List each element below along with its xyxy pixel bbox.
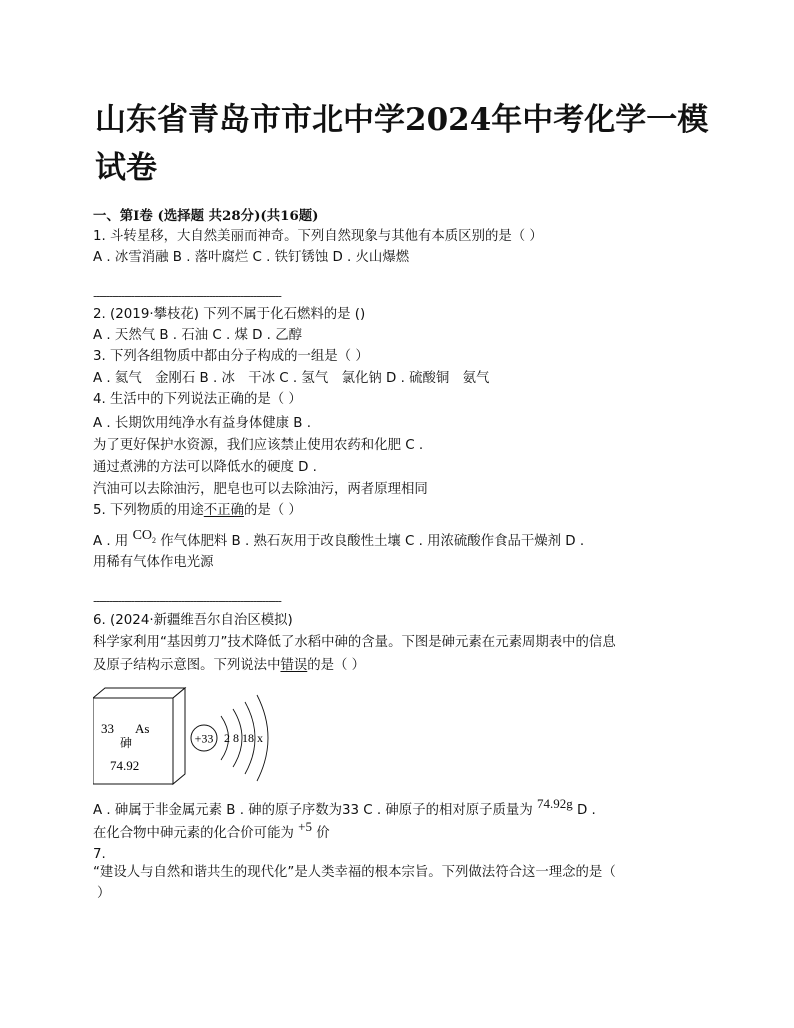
q1-stem: 1. 斗转星移，大自然美丽而神奇。下列自然现象与其他有本质区别的是（ ） <box>93 229 543 244</box>
atomic-structure-diagram <box>191 695 268 781</box>
nucleus-charge: +33 <box>194 731 214 746</box>
element-name: 砷 <box>120 736 133 750</box>
q6-options: A . 砷属于非金属元素 B . 砷的原子序数为33 C . 砷原子的相对原子质量为 74.92g D . <box>93 796 596 818</box>
q7-stem: “建设人与自然和谐共生的现代化”是人类幸福的根本宗旨。下列做法符合这一理念的是（ <box>93 865 616 880</box>
q4-option-c: 通过煮沸的方法可以降低水的硬度 D . <box>93 460 317 475</box>
q1-options: A . 冰雪消融 B . 落叶腐烂 C . 铁钉锈蚀 D . 火山爆燃 <box>93 250 410 265</box>
element-symbol: As <box>135 721 150 736</box>
section-heading: 一、第Ⅰ卷 (选择题 共28分)(共16题) <box>93 208 319 224</box>
q6-underlined: 错误 <box>280 658 308 673</box>
electron-shells: 2 8 18 x <box>224 731 263 745</box>
q4-option-a: A . 长期饮用纯净水有益身体健康 B . <box>93 416 311 431</box>
q5-option-d: 用稀有气体作电光源 <box>93 555 214 570</box>
title-line-1: 山东省青岛市市北中学2024年中考化学一模 <box>95 102 709 138</box>
q5-option-a-pre: A . 用 <box>93 534 133 549</box>
q2-stem: 2. (2019·攀枝花) 下列不属于化石燃料的是 () <box>93 307 366 322</box>
q5-stem-underlined: 不正确 <box>203 503 244 518</box>
q6-text-1: 科学家利用“基因剪刀”技术降低了水稻中砷的含量。下图是砷元素在元素周期表中的信息 <box>93 635 616 650</box>
q5-stem-post: 的是（ ） <box>243 503 302 518</box>
q5-stem <box>93 501 302 521</box>
q6-stem: 6. (2024·新疆维吾尔自治区模拟) <box>93 613 293 628</box>
q7-number: 7. <box>93 847 106 862</box>
separator-1: ------------------------------------------------------------ <box>93 289 281 303</box>
q4-option-b: 为了更好保护水资源，我们应该禁止使用农药和化肥 C . <box>93 438 424 453</box>
q3-options: A . 氦气 金刚石 B . 冰 干冰 C . 氢气 氯化钠 D . 硫酸铜 氨气 <box>93 371 490 386</box>
co2-formula: $CO_2$ <box>132 528 157 545</box>
q2-options: A . 天然气 B . 石油 C . 煤 D . 乙醇 <box>93 328 302 343</box>
separator-2: ------------------------------------------------------------ <box>93 594 281 608</box>
q6-mass-value: 74.92g <box>536 796 573 811</box>
element-number: 33 <box>101 721 114 736</box>
title-line-2: 试卷 <box>95 150 157 186</box>
valence-value: +5 <box>298 819 312 834</box>
q5-stem-pre: 5. 下列物质的用途 <box>93 503 204 518</box>
q5-option-a-post: 作气体肥料 B . 熟石灰用于改良酸性土壤 C . 用浓硫酸作食品干燥剂 D . <box>156 534 585 549</box>
page-title <box>95 96 735 192</box>
element-mass: 74.92 <box>110 758 140 773</box>
element-cell <box>93 688 185 784</box>
q7-stem-end: ） <box>97 886 111 901</box>
q4-stem: 4. 生活中的下列说法正确的是（ ） <box>93 392 302 407</box>
arsenic-figure <box>93 686 293 786</box>
q3-stem: 3. 下列各组物质中都由分子构成的一组是（ ） <box>93 349 369 364</box>
q4-option-d: 汽油可以去除油污，肥皂也可以去除油污，两者原理相同 <box>93 482 428 497</box>
q6-option-d: 在化合物中砷元素的化合价可能为 +5 价 <box>93 819 330 841</box>
q6-text-2: 及原子结构示意图。下列说法中错误的是（ ） <box>93 658 366 673</box>
